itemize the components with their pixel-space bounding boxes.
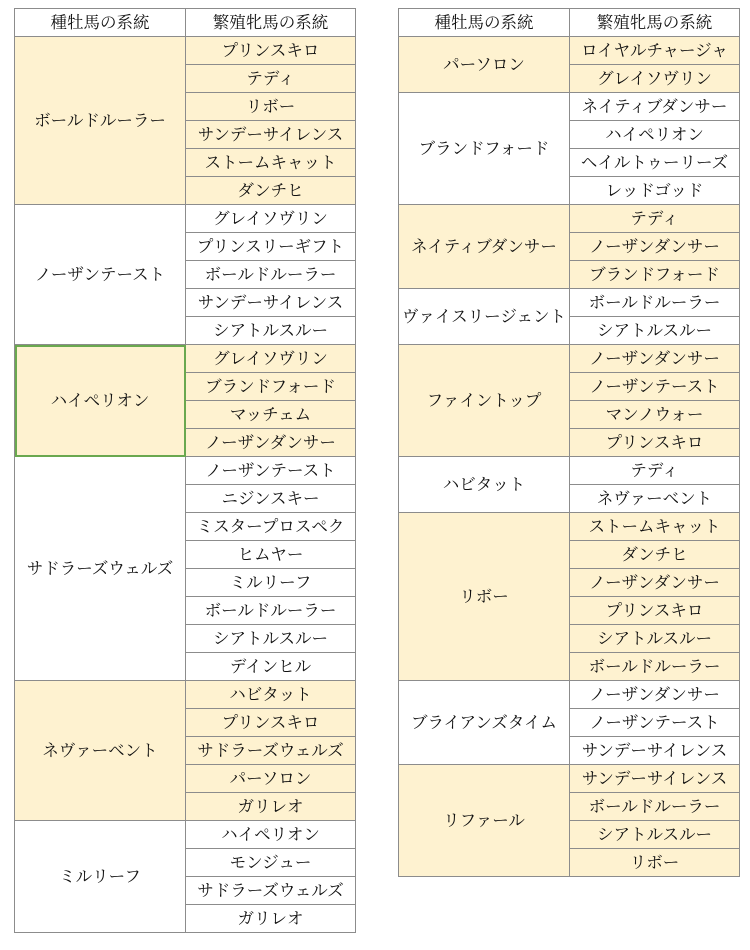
table-row [399, 37, 740, 65]
mare-line-cell[interactable]: ニジンスキー [186, 485, 356, 513]
table-row [399, 289, 740, 317]
left-bloodline-table [14, 8, 356, 933]
sire-line-cell[interactable]: ハビタット [399, 457, 570, 513]
mare-line-cell[interactable]: サンデーサイレンス [186, 289, 356, 317]
mare-line-cell[interactable]: マッチェム [186, 401, 356, 429]
mare-line-cell[interactable]: ボールドルーラー [570, 653, 740, 681]
mare-line-cell[interactable]: プリンスキロ [570, 597, 740, 625]
sire-line-cell[interactable]: パーソロン [399, 37, 570, 93]
mare-line-cell[interactable]: シアトルスルー [186, 317, 356, 345]
mare-line-cell[interactable]: パーソロン [186, 765, 356, 793]
sire-line-cell[interactable]: ノーザンテースト [15, 205, 186, 345]
mare-line-cell[interactable]: シアトルスルー [186, 625, 356, 653]
right-bloodline-table [398, 8, 740, 877]
mare-line-cell[interactable]: ノーザンテースト [570, 373, 740, 401]
mare-line-cell[interactable]: プリンスリーギフト [186, 233, 356, 261]
mare-line-cell[interactable]: ボールドルーラー [186, 597, 356, 625]
mare-line-cell[interactable]: ノーザンテースト [186, 457, 356, 485]
mare-line-cell[interactable]: グレイソヴリン [570, 65, 740, 93]
mare-line-cell[interactable]: ノーザンテースト [570, 709, 740, 737]
sire-line-cell[interactable]: ネイティブダンサー [399, 205, 570, 289]
mare-line-cell[interactable]: リボー [186, 93, 356, 121]
mare-line-cell[interactable]: シアトルスルー [570, 821, 740, 849]
table-row [15, 205, 356, 233]
header-mare-line: 繁殖牝馬の系統 [570, 9, 740, 37]
sire-line-cell[interactable]: ミルリーフ [15, 821, 186, 933]
mare-line-cell[interactable]: ミルリーフ [186, 569, 356, 597]
mare-line-cell[interactable]: ボールドルーラー [570, 289, 740, 317]
table-row [399, 93, 740, 121]
mare-line-cell[interactable]: ボールドルーラー [186, 261, 356, 289]
mare-line-cell[interactable]: ダンチヒ [570, 541, 740, 569]
mare-line-cell[interactable]: ロイヤルチャージャ [570, 37, 740, 65]
mare-line-cell[interactable]: ブランドフォード [186, 373, 356, 401]
sire-line-cell[interactable]: ネヴァーベント [15, 681, 186, 821]
header-sire-line: 種牡馬の系統 [15, 9, 186, 37]
mare-line-cell[interactable]: サドラーズウェルズ [186, 737, 356, 765]
mare-line-cell[interactable]: ボールドルーラー [570, 793, 740, 821]
mare-line-cell[interactable]: テディ [186, 65, 356, 93]
sire-line-cell[interactable]: ボールドルーラー [15, 37, 186, 205]
mare-line-cell[interactable]: ストームキャット [186, 149, 356, 177]
mare-line-cell[interactable]: ハビタット [186, 681, 356, 709]
mare-line-cell[interactable]: モンジュー [186, 849, 356, 877]
sire-line-cell[interactable]: ファイントップ [399, 345, 570, 457]
mare-line-cell[interactable]: プリンスキロ [186, 709, 356, 737]
sire-line-cell[interactable]: リファール [399, 765, 570, 877]
mare-line-cell[interactable]: デインヒル [186, 653, 356, 681]
mare-line-cell[interactable]: サンデーサイレンス [570, 765, 740, 793]
table-row [399, 205, 740, 233]
mare-line-cell[interactable]: ノーザンダンサー [186, 429, 356, 457]
sire-line-cell[interactable]: リボー [399, 513, 570, 681]
mare-line-cell[interactable]: ガリレオ [186, 905, 356, 933]
sire-line-cell[interactable]: ヴァイスリージェント [399, 289, 570, 345]
sire-line-cell[interactable]: ブランドフォード [399, 93, 570, 205]
mare-line-cell[interactable]: ブランドフォード [570, 261, 740, 289]
mare-line-cell[interactable]: ノーザンダンサー [570, 681, 740, 709]
mare-line-cell[interactable]: ネヴァーベント [570, 485, 740, 513]
header-row [399, 9, 740, 37]
table-row [399, 765, 740, 793]
table-row [399, 457, 740, 485]
table-row [15, 681, 356, 709]
mare-line-cell[interactable]: ノーザンダンサー [570, 233, 740, 261]
mare-line-cell[interactable]: プリンスキロ [570, 429, 740, 457]
mare-line-cell[interactable]: テディ [570, 457, 740, 485]
header-sire-line: 種牡馬の系統 [399, 9, 570, 37]
mare-line-cell[interactable]: ノーザンダンサー [570, 345, 740, 373]
mare-line-cell[interactable]: ノーザンダンサー [570, 569, 740, 597]
mare-line-cell[interactable]: プリンスキロ [186, 37, 356, 65]
mare-line-cell[interactable]: グレイソヴリン [186, 345, 356, 373]
table-row [15, 37, 356, 65]
mare-line-cell[interactable]: ネイティブダンサー [570, 93, 740, 121]
table-row [399, 345, 740, 373]
mare-line-cell[interactable]: ミスタープロスペク [186, 513, 356, 541]
header-mare-line: 繁殖牝馬の系統 [186, 9, 356, 37]
table-row [15, 457, 356, 485]
mare-line-cell[interactable]: ヘイルトゥーリーズ [570, 149, 740, 177]
mare-line-cell[interactable]: ハイペリオン [186, 821, 356, 849]
mare-line-cell[interactable]: グレイソヴリン [186, 205, 356, 233]
mare-line-cell[interactable]: シアトルスルー [570, 625, 740, 653]
mare-line-cell[interactable]: ヒムヤー [186, 541, 356, 569]
mare-line-cell[interactable]: レッドゴッド [570, 177, 740, 205]
table-row [399, 513, 740, 541]
mare-line-cell[interactable]: サンデーサイレンス [186, 121, 356, 149]
table-row [399, 681, 740, 709]
mare-line-cell[interactable]: サドラーズウェルズ [186, 877, 356, 905]
header-row [15, 9, 356, 37]
mare-line-cell[interactable]: ハイペリオン [570, 121, 740, 149]
mare-line-cell[interactable]: マンノウォー [570, 401, 740, 429]
mare-line-cell[interactable]: サンデーサイレンス [570, 737, 740, 765]
sire-line-cell[interactable]: ブライアンズタイム [399, 681, 570, 765]
mare-line-cell[interactable]: テディ [570, 205, 740, 233]
mare-line-cell[interactable]: リボー [570, 849, 740, 877]
sire-line-cell[interactable]: ハイペリオン [15, 345, 186, 457]
table-row [15, 345, 356, 373]
mare-line-cell[interactable]: ガリレオ [186, 793, 356, 821]
mare-line-cell[interactable]: ダンチヒ [186, 177, 356, 205]
table-row [15, 821, 356, 849]
mare-line-cell[interactable]: ストームキャット [570, 513, 740, 541]
sire-line-cell[interactable]: サドラーズウェルズ [15, 457, 186, 681]
mare-line-cell[interactable]: シアトルスルー [570, 317, 740, 345]
